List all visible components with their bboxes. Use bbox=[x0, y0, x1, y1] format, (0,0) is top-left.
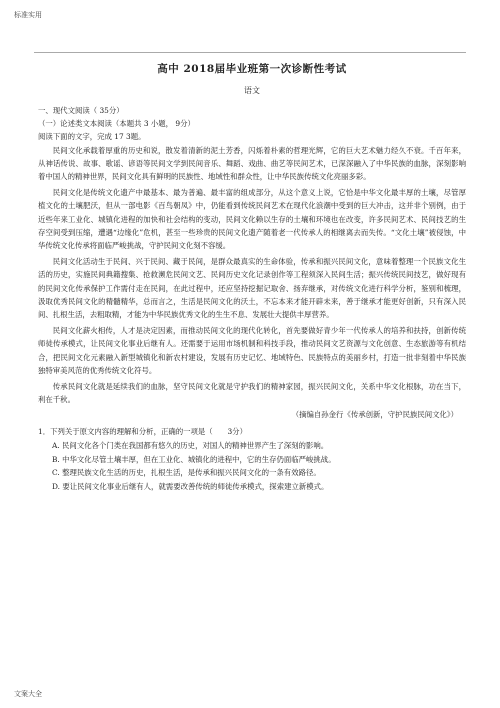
option-a: A. 民间文化各个门类在我国都有悠久的历史，对国人的精神世界产生了深刻的影响。 bbox=[52, 440, 329, 450]
exam-content bbox=[38, 62, 466, 493]
paragraph-5: 传承民间文化就是延续我们的血脉，坚守民间文化就是守护我们的精神家园，振兴民间文化，关系中华文化根脉，功在当下，利在千秋。 bbox=[38, 381, 466, 404]
section-heading: 一、现代文阅读（ 35分） bbox=[38, 106, 124, 115]
reading-instruction: 阅读下面的文字，完成 17 3题。 bbox=[38, 132, 146, 142]
paragraph-4: 民间文化薪火相传，人才是决定因素，而推动民间文化的现代化转化，首先要做好青少年一代传承人的培养和扶持，创新传统师徒传承模式，让民间文化事业后继有人。还需要于运用市场机制和科技手段，推动民间文艺资源与文化创意、生态旅游等有机结合，把民间文化元素融入新型城镇化和新农村建设，发展有历史记忆、地域特色、民族特点的美丽乡村，打造一批非刻着中华民族独特审美风范的优秀传统文化符号。 bbox=[38, 325, 466, 376]
question-1: 1．下列关于原文内容的理解和分析，正确的一项是（ 3分） bbox=[38, 426, 247, 436]
header-rule bbox=[34, 52, 466, 53]
paragraph-3: 民间文化活动生于民间、兴于民间、藏于民间，是群众最真实的生命体验，传承和振兴民间文化，意味着整理一个民族文化生活的历史，实施民间典籍搜集、抢救濒危民间文艺、民间历史文化记录创作等工程须深入民间生活；振兴传统民间技艺，做好现有的民间文化传承保护工作需付走在民间，在此过程中，还应坚持挖掘记取舍、扬弃继承，对传统文化进行科学分析，鉴别和梳理，汲取优秀民间文化的精髓精华，总而言之，生活是民间文化的沃土，不忘本来才能开辟未来，善于继承才能更好创新，只有深入民间、扎根生活，去粗取精，才能为中华民族优秀文化的生生不息、发展壮大提供丰厚营养。 bbox=[38, 256, 466, 320]
source-citation: （摘编自孙金行《传承创新，守护民族民间文化》） bbox=[291, 410, 458, 420]
subsection-heading: （一）论述类文本阅读（本题共 3 小题， 9分） bbox=[38, 119, 195, 129]
paragraph-2: 民间文化是传统文化遗产中最基本、最为普遍、最丰富的组成部分，从这个意义上说，它恰是中华文化最丰厚的土壤，尽管厚植文化的土壤肥沃，但从一部电影《百鸟朝凤》中，仍能看到传统民间艺术在现代化浪潮中受到的巨大冲击，这并非个别例，由于近些年来工业化、城镇化进程的加快和社会结构的变动，民间文化赖以生存的土壤和环境也在改变，许多民间艺术、民间技艺的生存空间受到压缩，遭遇“边缘化”危机，甚至一些珍贵的民间文化遗产随着老一代传承人的相继离去而失传。“文化土壤”被侵蚀，中华传统文化传承将面临严峻挑战，守护民间文化刻不容缓。 bbox=[38, 187, 466, 251]
exam-subject: 语文 bbox=[244, 86, 260, 95]
option-c: C. 整理民族文化生活的历史，扎根生活，是传承和振兴民间文化的一条有效路径。 bbox=[52, 468, 321, 478]
header-tag: 标准实用 bbox=[14, 11, 42, 19]
option-b: B. 中华文化尽管土壤丰厚，但在工业化、城镇化的进程中，它的生存仍面临严峻挑战。 bbox=[52, 454, 336, 464]
option-d: D. 要让民间文化事业后继有人，就需要改善传统的师徒传承模式，探索建立新模式。 bbox=[52, 481, 329, 491]
footer-tag: 文案大全 bbox=[14, 690, 42, 698]
paragraph-1: 民间文化承载着厚重的历史和说，散发着清新的泥土芳香，闪烁着朴素的哲理光辉，它的巨大艺术魅力经久不衰。千百年来，从神话传说、故事、歌谣、谚语等民间文学到民间音乐、舞蹈、戏曲、曲艺等民间艺术，已深深融入了中华民族的血脉，深刻影响着中国人的精神世界，民间文化具有鲜明的民族性、地域性和群众性，让中华民族传统文化亮丽多彩。 bbox=[38, 145, 466, 182]
exam-title: 高中 2018届毕业班第一次诊断性考试 bbox=[157, 63, 347, 75]
